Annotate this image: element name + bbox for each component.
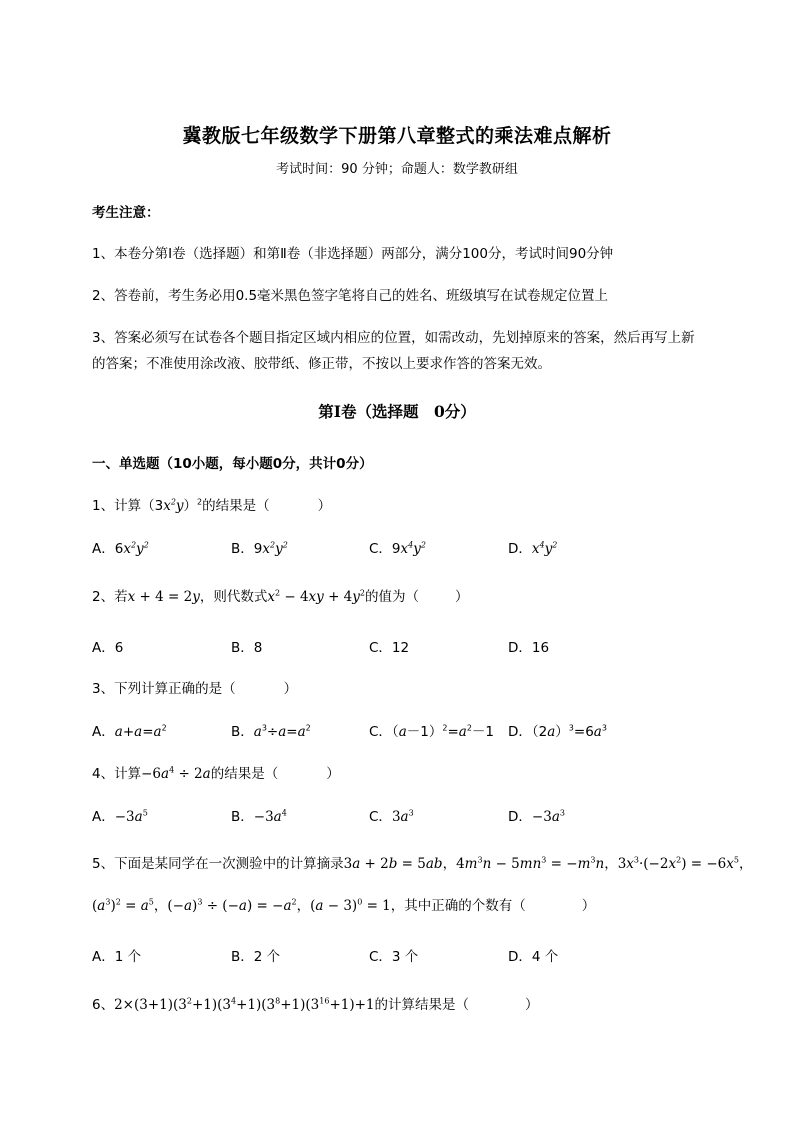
q4-option-d-formula: −3 [531,809,552,825]
q5-expr-1: 3 [343,856,353,872]
question-4-prefix: 4、计算 [92,766,142,782]
q4-option-d-label: D． [508,809,532,825]
q2-option-a[interactable]: A．6 [92,640,124,656]
part-title: 第I卷（选择题 0分） [318,402,476,421]
q3-option-a-label: A． [92,724,115,740]
q3-option-c[interactable]: C．$(a-1)^2=a^2-1$ [369,723,494,740]
question-6-prefix: 6、 [92,997,115,1013]
section-heading: 一、单选题（10小题，每小题0分，共计0分） [92,456,373,472]
q4-expression: −6 [141,766,161,782]
q1-option-b-formula: $x^2y^2$ [262,540,288,557]
question-6 [92,993,539,1013]
q4-option-b[interactable]: B．$-3a^4$ [231,808,287,825]
q1-option-a-formula: $x^2y^2$ [123,540,149,557]
q1-option-b-label: B．9 [231,541,263,557]
q5-expr-2: 4 [456,856,465,872]
q2-condition: x [127,589,136,605]
q4-option-c-label: C． [369,809,392,825]
q3-option-d-formula: a [547,724,556,740]
q5-expr-6: ( [310,898,316,914]
q5-expr-4: ( [92,898,98,914]
notice-heading: 考生注意： [92,205,160,221]
question-5-close: ） [581,898,596,914]
q4-option-b-formula: −3 [253,809,274,825]
notice-item-2: 2、答卷前，考生务必用0.5毫米黑色签字笔将自己的姓名、班级填写在试卷规定位置上 [92,288,609,304]
q2-option-d[interactable]: D．16 [508,640,550,656]
q3-option-b-formula: a [253,724,262,740]
question-1: 1、计算$(3x^2y)^2$的结果是（ ） [92,497,332,514]
question-6-suffix: 的计算结果是（ [374,997,470,1013]
q2-option-c[interactable]: C．12 [369,640,410,656]
q1-option-c-label: C．9 [369,541,401,557]
q6-expression: $2\times(3+1)(3^2+1)(3^4+1)(3^8+1)(3^{16}+1)+1$ [114,996,375,1013]
question-4: 4、计算$-6a^4 \div 2a$的结果是（ ） [92,765,340,782]
question-3-stem: 3、下列计算正确的是（ [92,681,236,697]
q5-option-d[interactable]: D．4 个 [508,949,559,965]
question-3 [92,677,297,697]
q5-option-a[interactable]: A．1 个 [92,949,142,965]
question-3-close: ） [283,681,298,697]
q3-option-b-label: B． [231,724,254,740]
exam-info: 考试时间：90 分钟；命题人：数学教研组 [276,162,518,177]
q4-option-a-formula: −3 [114,809,135,825]
q1-option-b[interactable] [231,537,288,557]
notice-item-3-cont: 的答案；不准使用涂改液、胶带纸、修正带，不按以上要求作答的答案无效。 [92,356,551,372]
question-2-suffix: 的值为（ [365,589,419,605]
q1-option-a[interactable] [92,537,149,557]
q4-option-c[interactable]: C．$3a^3$ [369,808,414,825]
q3-option-c-label: C．（ [369,724,399,740]
q1-option-d-label: D． [508,541,532,557]
q1-option-c[interactable] [369,537,426,557]
q5-expr-5: (− [167,898,184,914]
q4-option-b-label: B． [231,809,254,825]
q2-option-b[interactable]: B．8 [231,640,263,656]
question-1-prefix: 1、计算（3 [92,498,164,514]
q3-option-b[interactable]: B．$a^3\div a=a^2$ [231,723,311,740]
q4-option-c-formula: 3 [391,809,401,825]
q3-option-d-label: D．（2 [508,724,548,740]
notice-item-1: 1、本卷分第I卷（选择题）和第Ⅱ卷（非选择题）两部分，满分100分，考试时间90分钟 [92,246,614,262]
q5-expr-3: 3 [617,856,627,872]
q4-option-a[interactable]: A．$-3a^5$ [92,808,148,825]
question-5-suffix: ，其中正确的个数有（ [390,898,526,914]
q1-option-d-formula: $x^4y^2$ [531,540,558,557]
q3-option-a[interactable]: A．$a+a=a^2$ [92,723,167,740]
q5-option-c[interactable]: C．3 个 [369,949,419,965]
question-4-close: ） [326,766,340,782]
page-title: 冀教版七年级数学下册第八章整式的乘法难点解析 [182,125,612,147]
q1-formula: $x^2y$ [163,497,184,514]
q1-option-c-formula: $x^4y^2$ [400,540,426,557]
q3-option-d[interactable]: D．$(2a)^3=6a^3$ [508,723,607,740]
question-2-prefix: 2、若 [92,589,128,605]
q4-option-d[interactable]: D．$-3a^3$ [508,808,565,825]
question-2: 2、若x + 4 = 2y，则代数式$x^2 - 4xy + 4y^2$的值为（ ） [92,588,469,605]
question-4-suffix: 的结果是（ [210,766,279,782]
q1-option-d[interactable] [508,537,557,557]
question-5-prefix: 5、下面是某同学在一次测验中的计算摘录 [92,856,344,872]
q4-option-a-label: A． [92,809,115,825]
q2-expression: x [267,589,275,605]
question-1-suffix: 的结果是（ [202,498,270,514]
q5-option-b[interactable]: B．2 个 [231,949,281,965]
question-5-line-2: $(a^3)^2 = a^5$，$(-a)^3 \div (-a) = -a^2$，$(a - 3)^0 = 1$，其中正确的个数有（ ） [92,897,596,914]
notice-item-3: 3、答案必须写在试卷各个题目指定区域内相应的位置，如需改动，先划掉原来的答案，然后再写上新 [92,330,695,346]
q3-option-c-formula: a [398,724,407,740]
q1-option-a-label: A．6 [92,541,124,557]
q3-option-a-formula: a [114,724,123,740]
question-1-close: ） [317,498,332,514]
question-2-close: ） [455,589,469,605]
question-5: 5、下面是某同学在一次测验中的计算摘录3a + 2b = 5ab，$4m^3n - 5mn^3 = -m^3n$，$3x^3\cdot(-2x^2) = -6x^5$， [92,855,753,872]
question-2-mid: ，则代数式 [199,589,268,605]
question-6-close: ） [525,997,539,1013]
